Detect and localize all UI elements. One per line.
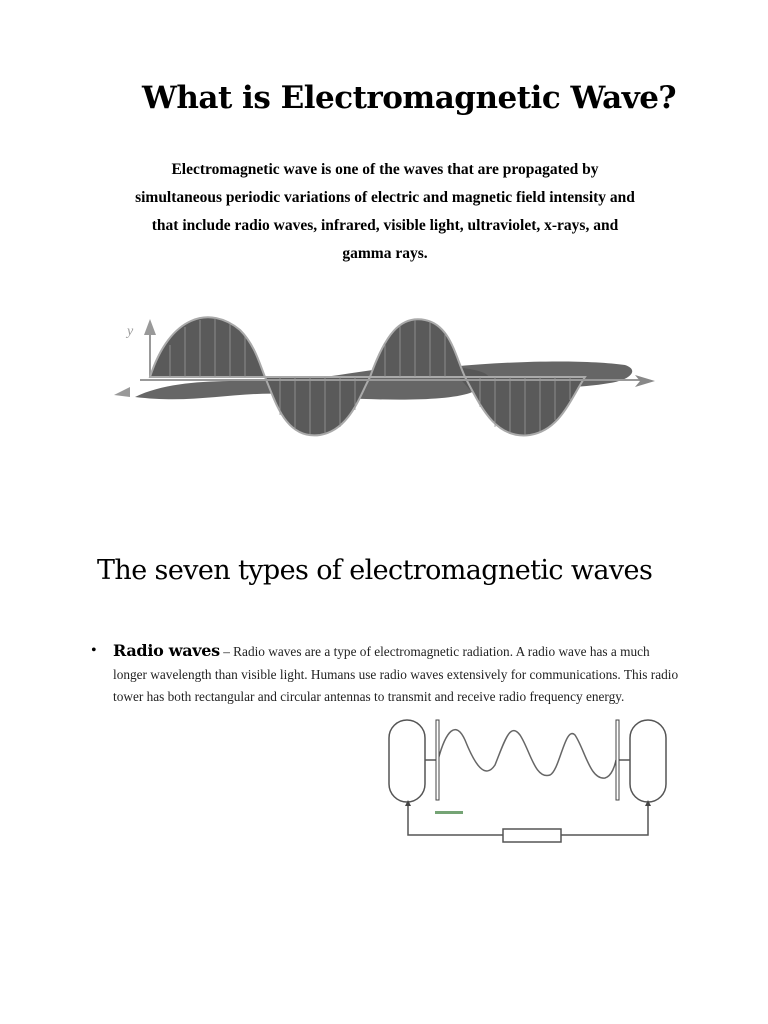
item-term: Radio waves [113,641,220,660]
resistor [503,829,561,842]
left-loop-antenna [389,720,425,802]
antenna-circuit-diagram [380,710,680,850]
z-axis-arrow-icon [114,387,130,397]
item-separator: – [219,644,234,659]
right-arrow-icon [645,800,651,806]
item-description: Radio waves are a type of electromagnetic radiation. A radio wave has a much longer wavelength than visible light. Humans use radio waves extensively for communications. This radio tower has both rectangular and circular antennas to transmit and receive radio frequency energy. [113,644,679,704]
left-arrow-icon [405,800,411,806]
page-title: What is Electromagnetic Wave? [142,80,677,116]
left-dipole-antenna [436,720,439,800]
section-heading: The seven types of electromagnetic waves [97,555,653,586]
y-axis-label: y [127,324,134,339]
right-dipole-antenna [616,720,619,800]
list-item [113,640,683,709]
antenna-label-mark [435,811,463,814]
em-wave-figure [100,305,670,455]
bullet-icon: • [91,642,97,659]
y-axis-arrow-icon [144,319,156,335]
right-loop-antenna [630,720,666,802]
intro-paragraph: Electromagnetic wave is one of the waves that are propagated by simultaneous periodic variations of electric and magnetic field intensity and that include radio waves, infrared, visible light, ultraviolet, x-rays, and gamma rays. [135,161,635,262]
